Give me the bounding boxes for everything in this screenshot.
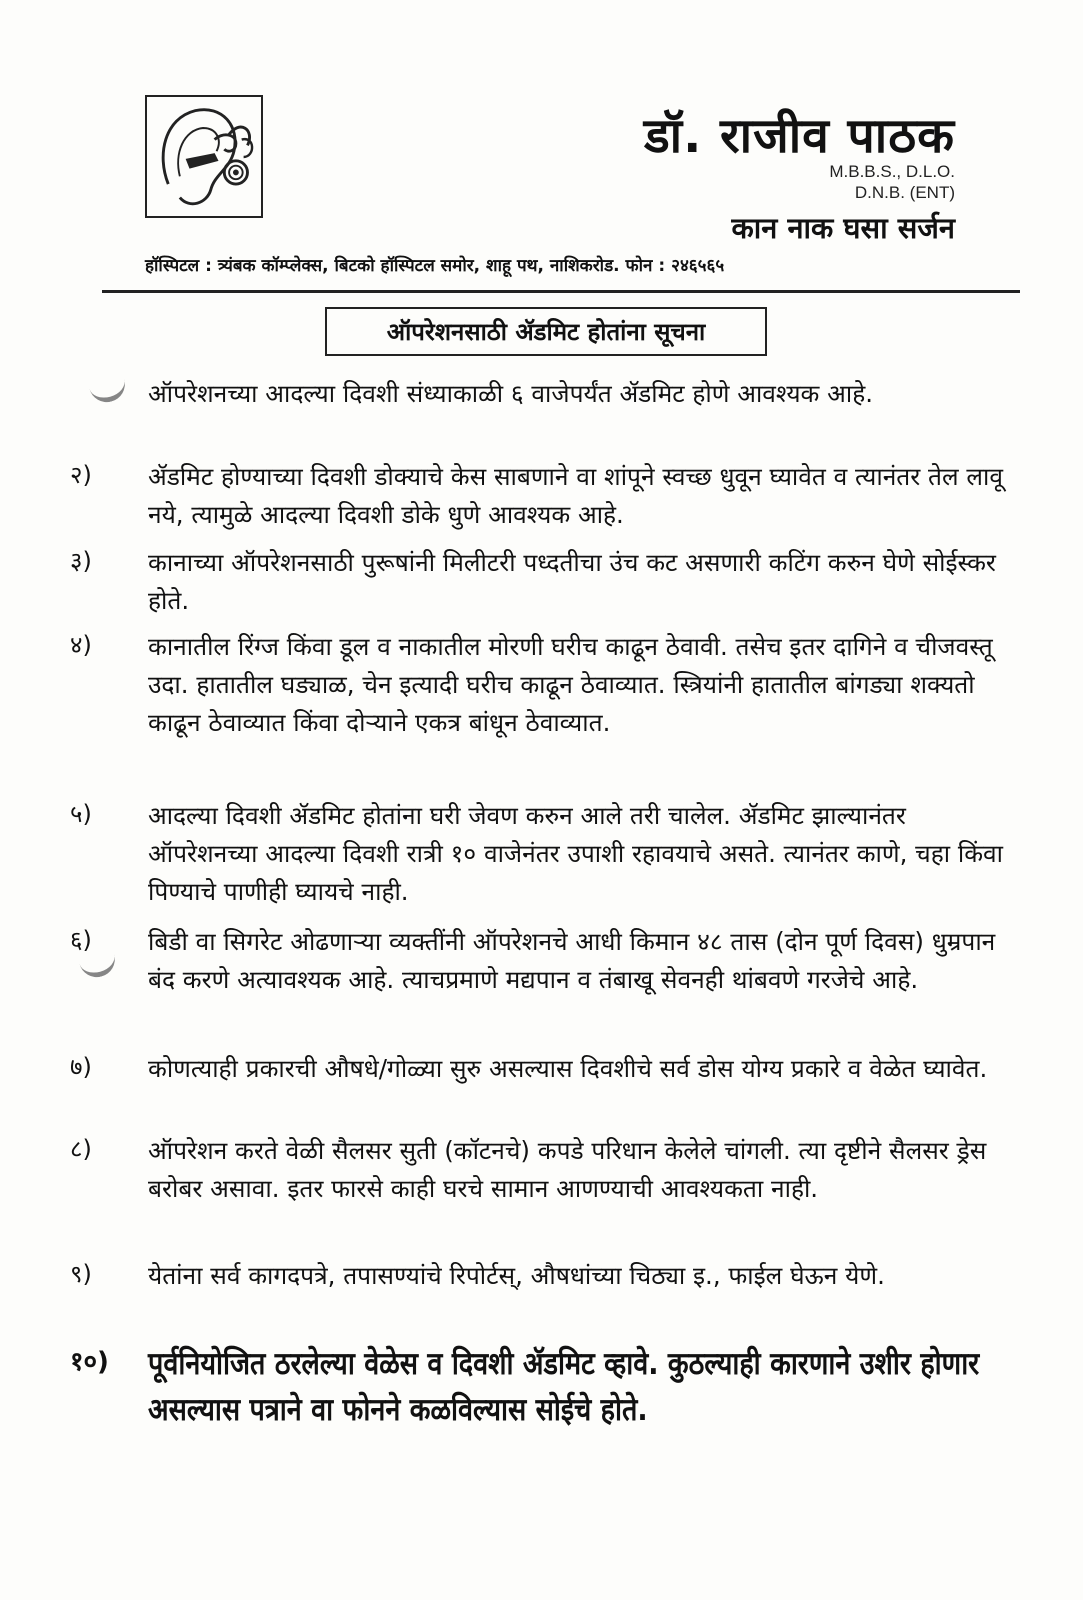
degree-line-1: M.B.B.S., D.L.O. bbox=[829, 162, 955, 181]
instruction-text: येतांना सर्व कागदपत्रे, तपासण्यांचे रिपोर्टस्, औषधांच्या चिठ्या इ., फाईल घेऊन येणे. bbox=[148, 1261, 885, 1290]
instruction-text: कोणत्याही प्रकारची औषधे/गोळ्या सुरु असल्यास दिवशीचे सर्व डोस योग्य प्रकारे व वेळेत घ्यावेत. bbox=[148, 1054, 988, 1083]
instruction-number: ६) bbox=[70, 926, 92, 954]
degree-line-2: D.N.B. (ENT) bbox=[854, 183, 955, 202]
specialty: कान नाक घसा सर्जन bbox=[731, 211, 955, 245]
instruction-number: ४) bbox=[70, 631, 92, 659]
page-title: ऑपरेशनसाठी ॲडमिट होतांना सूचना bbox=[386, 318, 706, 346]
instruction-number: १०) bbox=[70, 1347, 109, 1377]
doctor-name: डॉ. राजीव पाठक bbox=[643, 108, 955, 164]
instruction-text: पूर्वनियोजित ठरलेल्या वेळेस व दिवशी ॲडमिट व्हावे. कुठल्याही कारणाने उशीर होणार असल्यास पत्राने वा फोनने कळविल्यास सोईचे होते. bbox=[148, 1346, 980, 1429]
instruction-number: ३) bbox=[70, 547, 92, 575]
page-title-box bbox=[325, 307, 767, 356]
hospital-logo bbox=[145, 95, 263, 218]
instruction-text: ॲडमिट होण्याच्या दिवशी डोक्याचे केस साबणाने वा शांपूने स्वच्छ धुवून घ्यावेत व त्यानंतर तेल लावू नये, त्यामुळे आदल्या दिवशी डोके धुणे आवश्यक आहे. bbox=[148, 462, 1004, 529]
header-divider bbox=[102, 290, 1020, 293]
punch-hole-mark bbox=[87, 371, 129, 406]
instruction-number: २) bbox=[70, 461, 92, 489]
instruction-text: ऑपरेशन करते वेळी सैलसर सुती (कॉटनचे) कपडे परिधान केलेले चांगली. त्या दृष्टीने सैलसर ड्रेस बरोबर असावा. इतर फारसे काही घरचे सामान आणण्याची आवश्यकता नाही. bbox=[148, 1136, 987, 1203]
instruction-text: बिडी वा सिगरेट ओढणाऱ्या व्यक्तींनी ऑपरेशनचे आधी किमान ४८ तास (दोन पूर्ण दिवस) धुम्रपान बंद करणे अत्यावश्यक आहे. त्याचप्रमाणे मद्यपान व तंबाखू सेवनही थांबवणे गरजेचे आहे. bbox=[148, 927, 996, 994]
instruction-text: कानातील रिंग्ज किंवा डूल व नाकातील मोरणी घरीच काढून ठेवावी. तसेच इतर दागिने व चीजवस्तू उदा. हातातील घड्याळ, चेन इत्यादी घरीच काढून ठेवाव्यात. स्त्रियांनी हातातील बांगड्या शक्यतो काढून ठेवाव्यात किंवा दोऱ्याने एकत्र बांधून ठेवाव्यात. bbox=[148, 632, 993, 737]
instruction-number: ८) bbox=[70, 1135, 92, 1163]
instruction-text: ऑपरेशनच्या आदल्या दिवशी संध्याकाळी ६ वाजेपर्यंत ॲडमिट होणे आवश्यक आहे. bbox=[148, 379, 873, 408]
hospital-address: हॉस्पिटल : त्र्यंबक कॉम्प्लेक्स, बिटको हॉस्पिटल समोर, शाहू पथ, नाशिकरोड. फोन : २४६५६५ bbox=[145, 256, 725, 276]
ear-logo-icon bbox=[147, 97, 261, 216]
instruction-text: कानाच्या ऑपरेशनसाठी पुरूषांनी मिलीटरी पध्दतीचा उंच कट असणारी कटिंग करुन घेणे सोईस्कर होते. bbox=[148, 548, 996, 615]
instruction-number: ७) bbox=[70, 1053, 92, 1081]
instruction-text: आदल्या दिवशी ॲडमिट होतांना घरी जेवण करुन आले तरी चालेल. ॲडमिट झाल्यानंतर ऑपरेशनच्या आदल्या दिवशी रात्री १० वाजेनंतर उपाशी रहावयाचे असते. त्यानंतर काणे, चहा किंवा पिण्याचे पाणीही घ्यायचे नाही. bbox=[148, 801, 1003, 906]
instruction-number: ९) bbox=[70, 1260, 92, 1288]
instruction-number: ५) bbox=[70, 800, 92, 828]
